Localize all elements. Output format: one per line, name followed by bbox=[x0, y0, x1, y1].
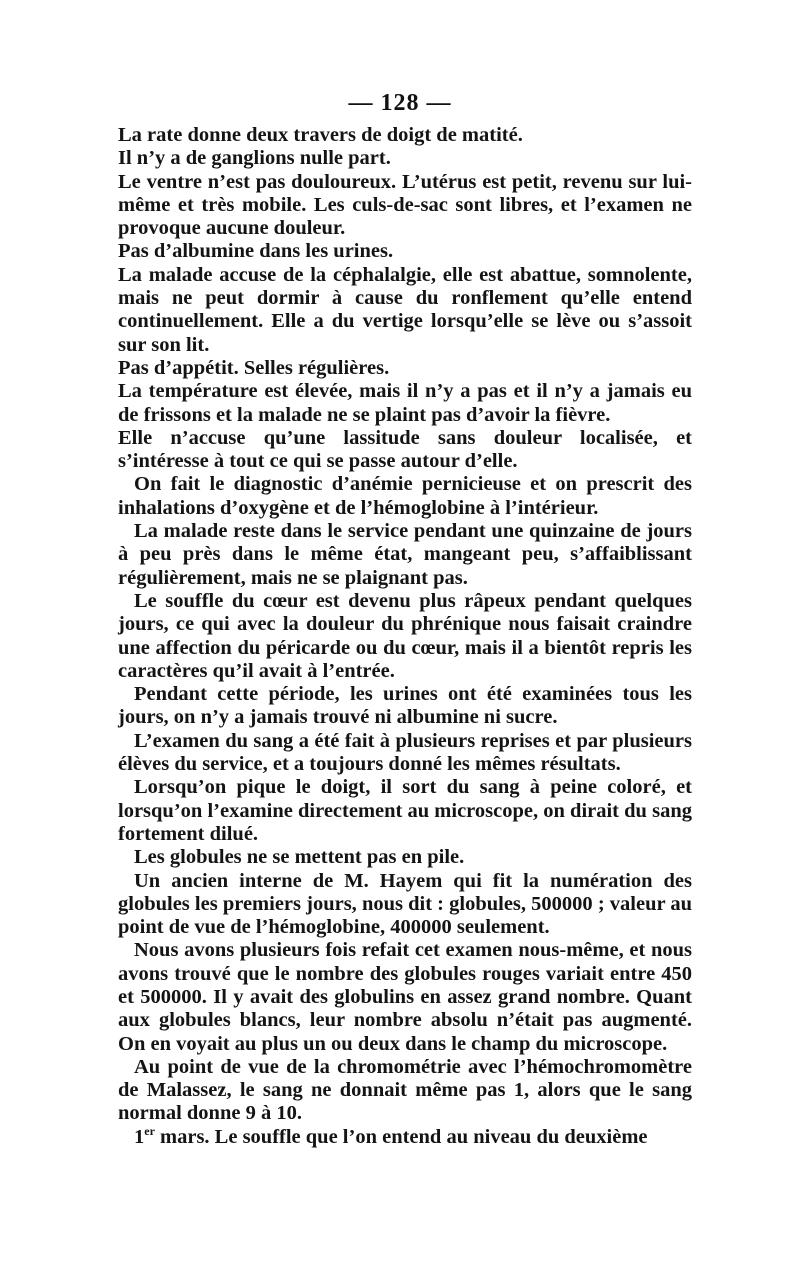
paragraph: L’examen du sang a été fait à plusieurs reprises et par plusieurs élèves du service, et a toujours donné les mêmes résultats. bbox=[118, 729, 692, 776]
date-ordinal: 1 bbox=[134, 1125, 145, 1148]
page-body bbox=[118, 124, 692, 1149]
paragraph: Au point de vue de la chromométrie avec l’hémochromomètre de Malassez, le sang ne donnait même pas 1, alors que le sang normal donne 9 à 10. bbox=[118, 1055, 692, 1125]
paragraph: Il n’y a de ganglions nulle part. bbox=[118, 147, 391, 170]
paragraph: Le souffle du cœur est devenu plus râpeux pendant quelques jours, ce qui avec la douleur du phrénique nous faisait craindre une affection du péricarde ou du cœur, mais il a bientôt repris les caractères qu’il avait à l’entrée. bbox=[118, 589, 692, 682]
date-ordinal-superscript: er bbox=[144, 1123, 155, 1138]
paragraph: Un ancien interne de M. Hayem qui fit la numération des globules les premiers jours, nous dit : globules, 500000 ; valeur au point de vue de l’hémoglobine, 400000 seulement. bbox=[118, 869, 692, 939]
paragraph: La température est élevée, mais il n’y a pas et il n’y a jamais eu de frissons et la malade ne se plaint pas d’avoir la fièvre. bbox=[118, 380, 692, 426]
page-number: — 128 — bbox=[348, 90, 452, 116]
paragraph: La malade reste dans le service pendant une quinzaine de jours à peu près dans le même état, mangeant peu, s’affaiblissant régulièrement, mais ne se plaignant pas. bbox=[118, 520, 692, 589]
paragraph: Lorsqu’on pique le doigt, il sort du sang à peine coloré, et lorsqu’on l’examine directement au microscope, on dirait du sang fortement dilué. bbox=[118, 776, 692, 845]
paragraph-last-text: mars. Le souffle que l’on entend au niveau du deuxième bbox=[154, 1125, 648, 1148]
paragraph: Pas d’albumine dans les urines. bbox=[118, 240, 394, 263]
paragraph: Nous avons plusieurs fois refait cet examen nous-même, et nous avons trouvé que le nombre des globules rouges variait entre 450 et 500000. Il y avait des globulins en assez grand nombre. Quant aux globules blancs, leur nombre absolu n’était pas augmenté. On en voyait au plus un ou deux dans le champ du microscope. bbox=[118, 939, 692, 1055]
paragraph: Pas d’appétit. Selles régulières. bbox=[118, 356, 390, 379]
paragraph: Elle n’accuse qu’une lassitude sans douleur localisée, et s’intéresse à tout ce qui se passe autour d’elle. bbox=[118, 426, 692, 473]
paragraph: On fait le diagnostic d’anémie pernicieuse et on prescrit des inhalations d’oxygène et de l’hémoglobine à l’intérieur. bbox=[118, 473, 692, 519]
paragraph: La malade accuse de la céphalalgie, elle est abattue, somnolente, mais ne peut dormir à cause du ronflement qu’elle entend continuellement. Elle a du vertige lorsqu’elle se lève ou s’assoit sur son lit. bbox=[118, 263, 692, 356]
paragraph: Le ventre n’est pas douloureux. L’utérus est petit, revenu sur lui-même et très mobile. Les culs-de-sac sont libres, et l’examen ne provoque aucune douleur. bbox=[118, 170, 692, 240]
paragraph: Pendant cette période, les urines ont été examinées tous les jours, on n’y a jamais trouvé ni albumine ni sucre. bbox=[118, 683, 692, 729]
paragraph-last bbox=[118, 1123, 692, 1149]
paragraph: La rate donne deux travers de doigt de matité. bbox=[118, 124, 523, 146]
paragraph: Les globules ne se mettent pas en pile. bbox=[134, 846, 465, 869]
